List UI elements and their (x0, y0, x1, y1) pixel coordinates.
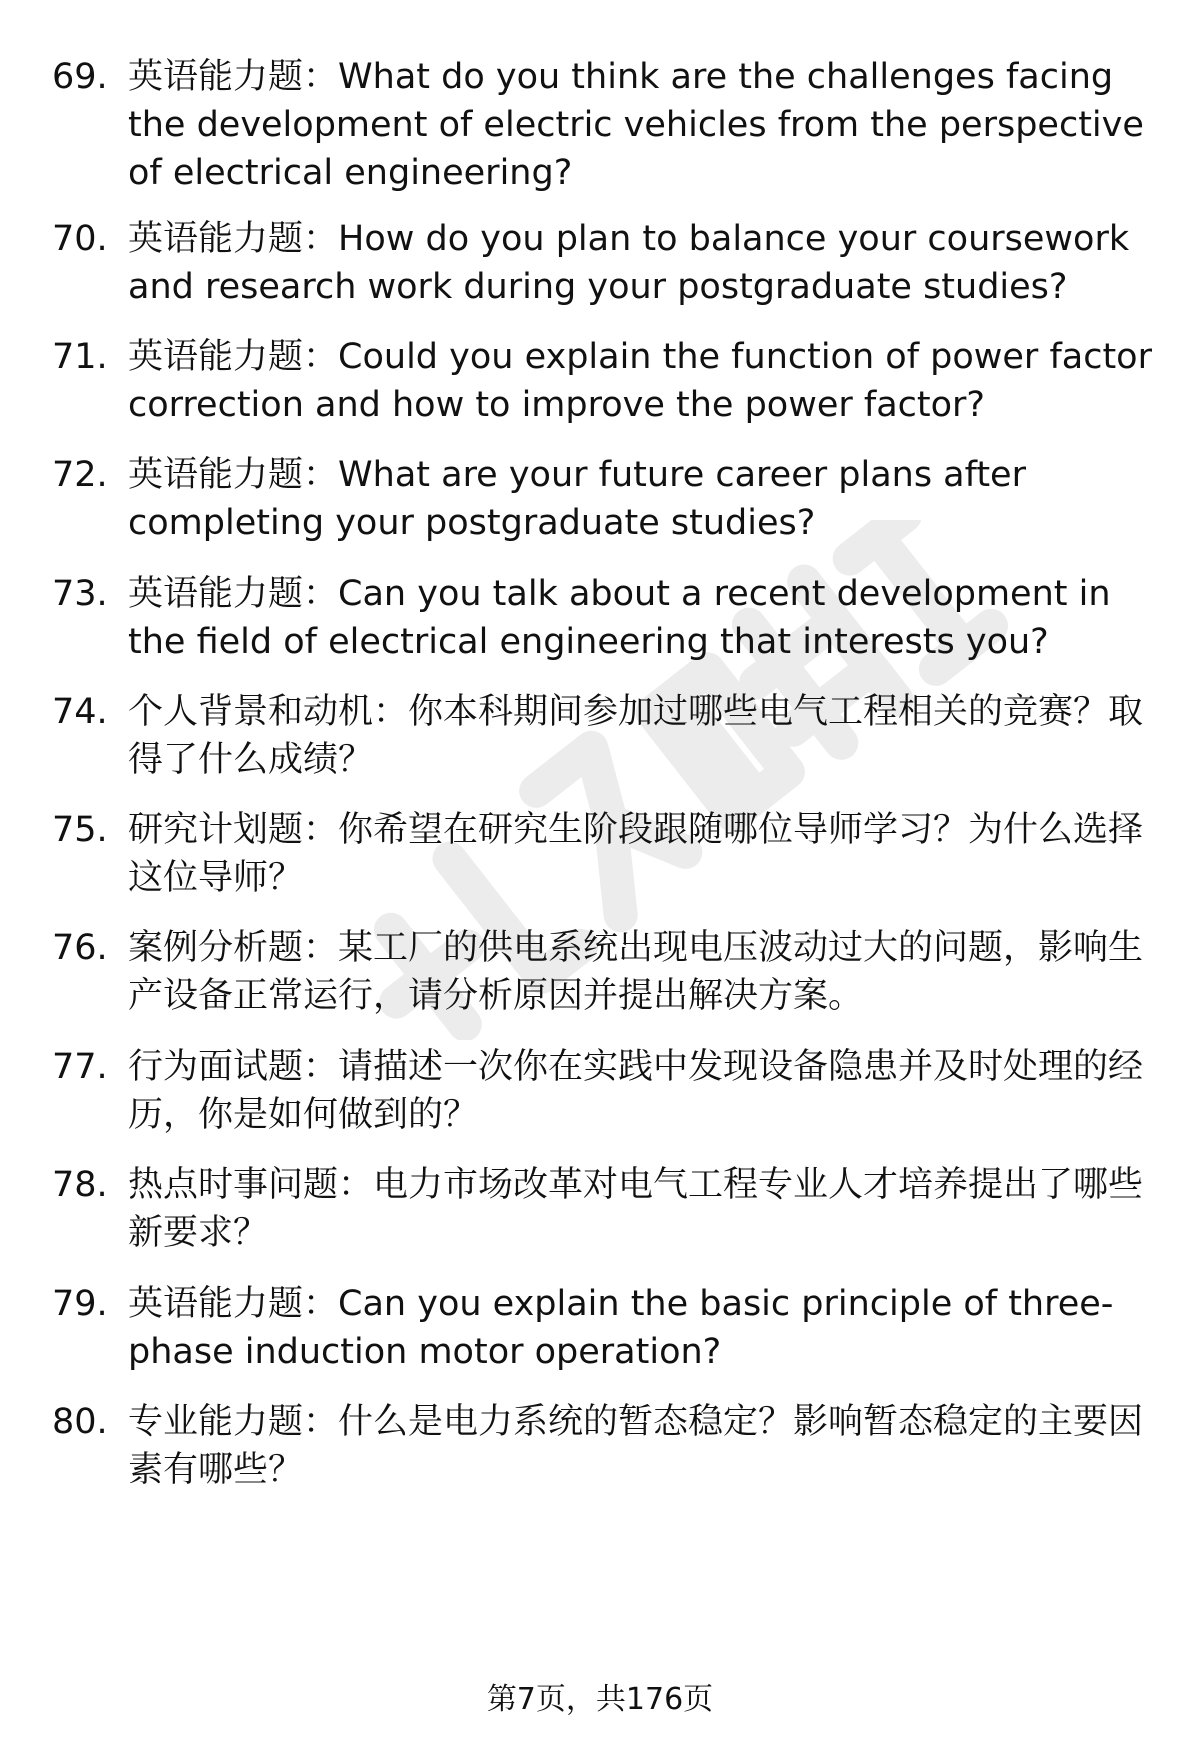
question-body (128, 1398, 1157, 1494)
page-footer: 第7页，共176页 (486, 1682, 714, 1717)
question-category: 英语能力题 (128, 455, 304, 495)
category-separator: ： (303, 574, 339, 614)
question-number: 78. (52, 1165, 108, 1205)
question-number: 77. (52, 1047, 108, 1087)
question-number: 72. (52, 455, 108, 495)
category-separator: ： (338, 1165, 374, 1205)
question-number: 79. (52, 1284, 108, 1324)
question-category: 英语能力题 (128, 57, 304, 97)
category-separator: ： (303, 928, 339, 968)
question-73 (52, 570, 1157, 666)
category-separator: ： (303, 337, 339, 377)
question-text: What do you think are the challenges facing the development of electric vehicles from the perspective of electrical engineering? (128, 57, 1144, 193)
question-text: 你希望在研究生阶段跟随哪位导师学习？为什么选择这位导师？ (128, 810, 1144, 898)
question-number: 71. (52, 337, 108, 377)
question-text: 什么是电力系统的暂态稳定？影响暂态稳定的主要因素有哪些？ (128, 1402, 1144, 1490)
question-body (128, 1043, 1157, 1139)
question-number: 74. (52, 692, 108, 732)
question-body (128, 806, 1157, 902)
question-74 (52, 688, 1157, 784)
question-71 (52, 333, 1157, 429)
category-separator: ： (303, 1284, 339, 1324)
category-separator: ： (303, 1402, 339, 1442)
question-78 (52, 1161, 1157, 1257)
question-body (128, 215, 1157, 311)
category-separator: ： (303, 219, 339, 259)
question-77 (52, 1043, 1157, 1139)
question-text: Can you talk about a recent development in the field of electrical engineering that interests you? (128, 574, 1111, 662)
category-separator: ： (303, 1047, 339, 1087)
question-category: 英语能力题 (128, 337, 304, 377)
question-text: Can you explain the basic principle of three-phase induction motor operation? (128, 1284, 1114, 1372)
question-category: 行为面试题 (128, 1047, 304, 1087)
category-separator: ： (373, 692, 409, 732)
question-number: 73. (52, 574, 108, 614)
question-number: 75. (52, 810, 108, 850)
question-category: 个人背景和动机 (128, 692, 374, 732)
question-number: 69. (52, 57, 108, 97)
question-category: 英语能力题 (128, 1284, 304, 1324)
question-69 (52, 53, 1157, 197)
question-category: 专业能力题 (128, 1402, 304, 1442)
question-72 (52, 451, 1157, 547)
question-category: 案例分析题 (128, 928, 304, 968)
question-80 (52, 1398, 1157, 1494)
question-text: How do you plan to balance your coursework and research work during your postgraduate studies? (128, 219, 1130, 307)
question-number: 80. (52, 1402, 108, 1442)
question-76 (52, 924, 1157, 1020)
question-body (128, 333, 1157, 429)
question-text: Could you explain the function of power factor correction and how to improve the power factor? (128, 337, 1152, 425)
question-75 (52, 806, 1157, 902)
question-body (128, 924, 1157, 1020)
question-70 (52, 215, 1157, 311)
question-text: 某工厂的供电系统出现电压波动过大的问题，影响生产设备正常运行，请分析原因并提出解决方案。 (128, 928, 1144, 1016)
question-text: 电力市场改革对电气工程专业人才培养提出了哪些新要求？ (128, 1165, 1144, 1253)
question-body (128, 570, 1157, 666)
question-category: 研究计划题 (128, 810, 304, 850)
question-text: What are your future career plans after completing your postgraduate studies? (128, 455, 1026, 543)
question-79 (52, 1280, 1157, 1376)
category-separator: ： (303, 455, 339, 495)
question-number: 76. (52, 928, 108, 968)
question-number: 70. (52, 219, 108, 259)
question-category: 英语能力题 (128, 219, 304, 259)
question-category: 热点时事问题 (128, 1165, 339, 1205)
category-separator: ： (303, 57, 339, 97)
question-body (128, 451, 1157, 547)
question-category: 英语能力题 (128, 574, 304, 614)
category-separator: ： (303, 810, 339, 850)
question-text: 请描述一次你在实践中发现设备隐患并及时处理的经历，你是如何做到的？ (128, 1047, 1144, 1135)
question-text: 你本科期间参加过哪些电气工程相关的竞赛？取得了什么成绩？ (128, 692, 1144, 780)
question-body (128, 53, 1157, 197)
question-body (128, 1161, 1157, 1257)
question-body (128, 688, 1157, 784)
question-body (128, 1280, 1157, 1376)
